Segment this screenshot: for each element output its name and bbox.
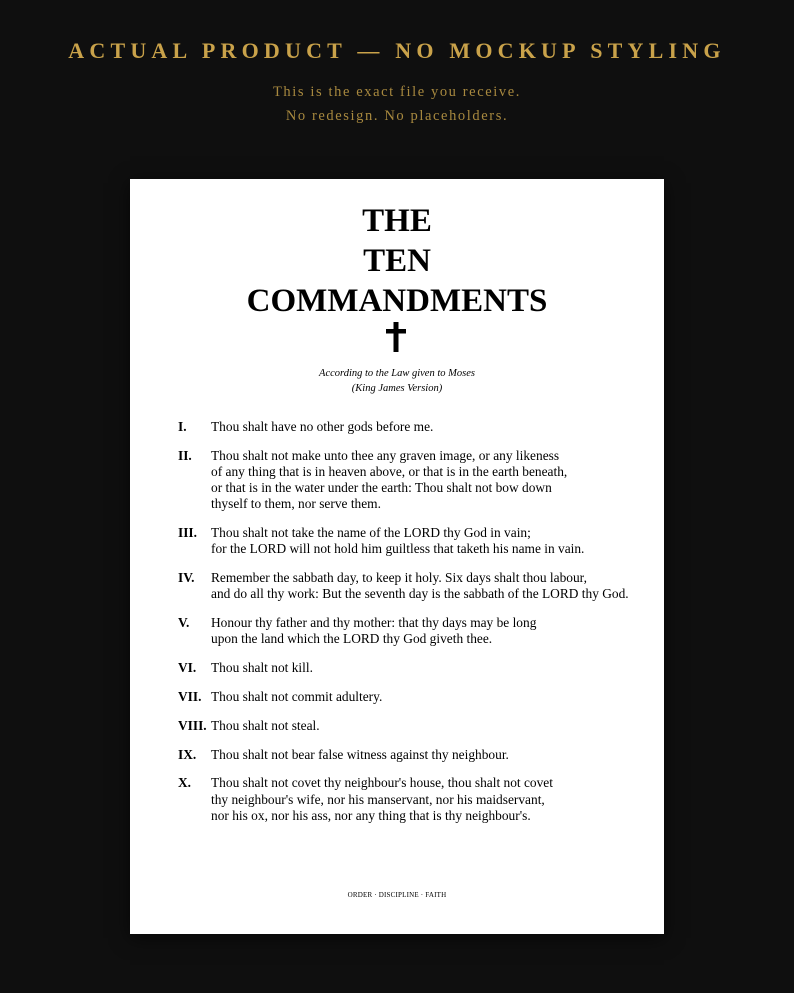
commandment-number: IV. (178, 570, 195, 586)
commandments-list (178, 419, 658, 837)
subtitle-line-1: According to the Law given to Moses (319, 368, 475, 379)
title-line-2: TEN (363, 243, 431, 279)
commandment-item (178, 615, 658, 647)
commandment-item (178, 660, 658, 676)
commandment-text: Thou shalt not steal. (211, 717, 320, 733)
commandment-number: VII. (178, 689, 202, 704)
commandment-item (178, 570, 658, 602)
commandment-text: Thou shalt have no other gods before me. (211, 419, 434, 434)
commandment-number: III. (178, 525, 197, 541)
commandment-number: I. (178, 419, 187, 434)
commandment-number: X. (178, 775, 192, 791)
commandment-item (178, 689, 658, 705)
document-footer: ORDER · DISCIPLINE · FAITH (347, 891, 447, 899)
commandment-text: Remember the sabbath day, to keep it holy. Six days shalt thou labour, and do all thy work: But the seventh day is the sabbath of the LORD thy God. (211, 570, 629, 602)
document-page (130, 179, 664, 934)
latin-cross-icon (383, 322, 409, 352)
commandment-item (178, 775, 658, 824)
commandment-text: Thou shalt not covet thy neighbour's house, thou shalt not covet thy neighbour's wife, nor his manservant, nor his maidservant, nor his ox, nor his ass, nor any thing that is thy neighbour's. (211, 775, 553, 823)
commandment-text: Thou shalt not take the name of the LORD thy God in vain; for the LORD will not hold him guiltless that taketh his name in vain. (211, 525, 585, 557)
commandment-number: IX. (178, 746, 197, 762)
commandment-text: Honour thy father and thy mother: that thy days may be long upon the land which the LORD thy God giveth thee. (211, 615, 537, 647)
commandment-text: Thou shalt not bear false witness against thy neighbour. (211, 746, 509, 762)
commandment-number: II. (178, 447, 192, 463)
commandment-item (178, 419, 658, 435)
commandment-text: Thou shalt not commit adultery. (211, 689, 383, 704)
commandment-item (178, 448, 658, 513)
title-line-3: COMMANDMENTS (246, 283, 548, 319)
commandment-text: Thou shalt not kill. (211, 660, 313, 676)
commandment-item (178, 747, 658, 763)
commandment-number: V. (178, 615, 190, 631)
document-title (130, 201, 664, 321)
banner-subtext-line-1: This is the exact file you receive. (272, 84, 522, 100)
commandment-item (178, 718, 658, 734)
commandment-number: VI. (178, 660, 197, 676)
commandment-number: VIII. (178, 717, 207, 733)
subtitle-line-2: (King James Version) (351, 383, 443, 394)
banner-subtext-line-2: No redesign. No placeholders. (285, 108, 509, 124)
title-line-1: THE (362, 203, 432, 239)
commandment-item (178, 525, 658, 557)
commandment-text: Thou shalt not make unto thee any graven image, or any likeness of any thing that is in heaven above, or that is in the earth beneath, or that is in the water under the earth: Thou shalt not bow down thyself to them, nor serve them. (211, 447, 568, 512)
banner-heading: ACTUAL PRODUCT — NO MOCKUP STYLING (68, 38, 726, 63)
